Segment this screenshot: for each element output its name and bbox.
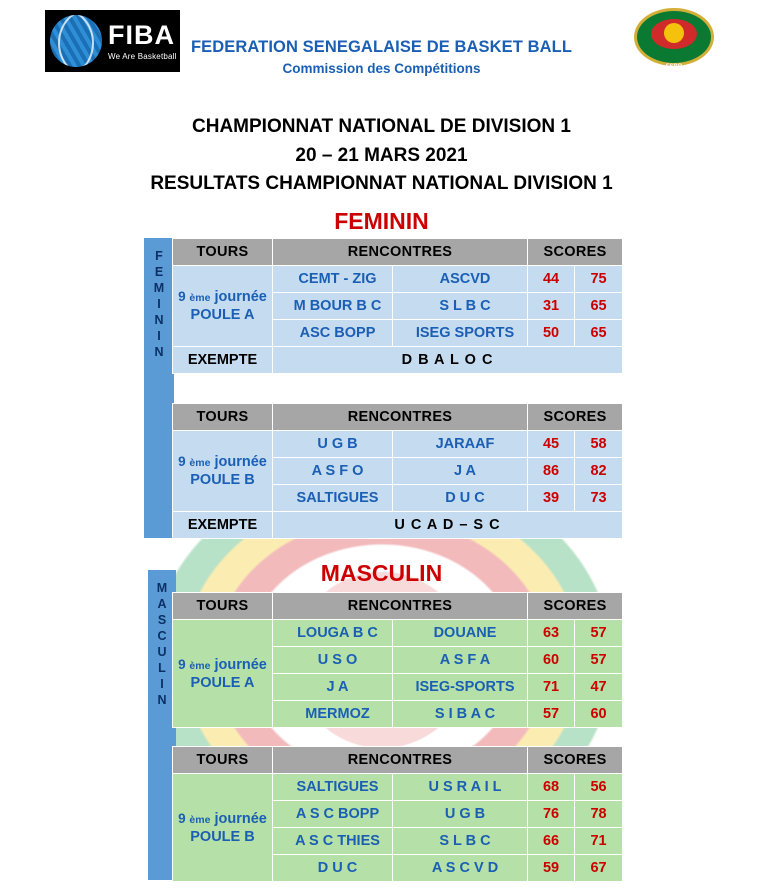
away-team: S L B C: [393, 293, 528, 320]
away-score: 73: [575, 485, 623, 512]
away-score: 60: [575, 701, 623, 728]
col-scores: SCORES: [528, 404, 623, 431]
home-team: CEMT - ZIG: [273, 266, 393, 293]
document-title-line3: RESULTATS CHAMPIONNAT NATIONAL DIVISION 1: [150, 173, 613, 194]
away-team: A S C V D: [393, 855, 528, 882]
away-team: A S F A: [393, 647, 528, 674]
tour-cell: 9 ème journée POULE A: [173, 620, 273, 728]
col-scores: SCORES: [528, 747, 623, 774]
table-header-row: [173, 593, 623, 620]
fiba-logo-tagline: We Are Basketball: [108, 51, 177, 61]
sidebar-label-masculin: M A S C U L I N: [148, 570, 176, 880]
away-score: 75: [575, 266, 623, 293]
exempt-label: EXEMPTE: [173, 347, 273, 374]
away-team: JARAAF: [393, 431, 528, 458]
tour-cell: 9 ème journée POULE A: [173, 266, 273, 347]
home-score: 68: [528, 774, 575, 801]
commission-name: Commission des Compétitions: [282, 61, 481, 76]
col-rencontres: RENCONTRES: [273, 239, 528, 266]
home-score: 71: [528, 674, 575, 701]
home-score: 39: [528, 485, 575, 512]
away-team: ISEG-SPORTS: [393, 674, 528, 701]
exempt-label: EXEMPTE: [173, 512, 273, 539]
away-team: ASCVD: [393, 266, 528, 293]
away-score: 57: [575, 620, 623, 647]
home-team: U G B: [273, 431, 393, 458]
home-score: 45: [528, 431, 575, 458]
home-score: 86: [528, 458, 575, 485]
results-table-masculin-poule-a: [172, 592, 623, 728]
away-team: S L B C: [393, 828, 528, 855]
away-team: ISEG SPORTS: [393, 320, 528, 347]
home-score: 44: [528, 266, 575, 293]
exempt-row: [173, 512, 623, 539]
away-team: DOUANE: [393, 620, 528, 647]
home-team: D U C: [273, 855, 393, 882]
home-team: A S C BOPP: [273, 801, 393, 828]
home-score: 50: [528, 320, 575, 347]
table-header-row: [173, 747, 623, 774]
table-header-row: [173, 404, 623, 431]
sidebar-label-feminin: F E M I N I N: [144, 238, 174, 538]
table-row: [173, 620, 623, 647]
away-team: S I B A C: [393, 701, 528, 728]
home-team: LOUGA B C: [273, 620, 393, 647]
tour-cell: 9 ème journée POULE B: [173, 774, 273, 882]
document-title-line2: 20 – 21 MARS 2021: [295, 145, 468, 166]
col-tours: TOURS: [173, 239, 273, 266]
exempt-team: D B A L O C: [273, 347, 623, 374]
home-score: 59: [528, 855, 575, 882]
away-score: 67: [575, 855, 623, 882]
section-title-masculin: MASCULIN: [320, 560, 443, 586]
col-tours: TOURS: [173, 593, 273, 620]
results-table-masculin-poule-b: [172, 746, 623, 882]
home-team: U S O: [273, 647, 393, 674]
away-score: 65: [575, 293, 623, 320]
home-team: SALTIGUES: [273, 774, 393, 801]
away-team: D U C: [393, 485, 528, 512]
col-rencontres: RENCONTRES: [273, 404, 528, 431]
exempt-team: U C A D – S C: [273, 512, 623, 539]
home-score: 66: [528, 828, 575, 855]
away-team: U G B: [393, 801, 528, 828]
home-team: A S C THIES: [273, 828, 393, 855]
col-tours: TOURS: [173, 404, 273, 431]
fsbb-logo-label: FSBB: [665, 64, 683, 70]
away-score: 78: [575, 801, 623, 828]
home-score: 31: [528, 293, 575, 320]
table-row: [173, 266, 623, 293]
home-team: SALTIGUES: [273, 485, 393, 512]
home-team: A S F O: [273, 458, 393, 485]
away-score: 58: [575, 431, 623, 458]
table-header-row: [173, 239, 623, 266]
away-score: 57: [575, 647, 623, 674]
home-team: J A: [273, 674, 393, 701]
home-team: ASC BOPP: [273, 320, 393, 347]
home-team: MERMOZ: [273, 701, 393, 728]
away-score: 56: [575, 774, 623, 801]
home-score: 63: [528, 620, 575, 647]
col-scores: SCORES: [528, 593, 623, 620]
home-team: M BOUR B C: [273, 293, 393, 320]
col-tours: TOURS: [173, 747, 273, 774]
away-score: 71: [575, 828, 623, 855]
section-title-feminin: FEMININ: [334, 208, 429, 234]
document-title-line1: CHAMPIONNAT NATIONAL DE DIVISION 1: [192, 116, 571, 137]
home-score: 60: [528, 647, 575, 674]
col-rencontres: RENCONTRES: [273, 593, 528, 620]
col-scores: SCORES: [528, 239, 623, 266]
fiba-logo-text: FIBA: [108, 19, 175, 50]
results-table-feminin-poule-a: [172, 238, 623, 374]
col-rencontres: RENCONTRES: [273, 747, 528, 774]
home-score: 57: [528, 701, 575, 728]
tour-cell: 9 ème journée POULE B: [173, 431, 273, 512]
away-score: 65: [575, 320, 623, 347]
away-team: J A: [393, 458, 528, 485]
away-score: 47: [575, 674, 623, 701]
table-row: [173, 774, 623, 801]
federation-name: FEDERATION SENEGALAISE DE BASKET BALL: [190, 38, 573, 56]
away-team: U S R A I L: [393, 774, 528, 801]
exempt-row: [173, 347, 623, 374]
fsbb-emblem-icon: [634, 8, 714, 66]
home-score: 76: [528, 801, 575, 828]
results-table-feminin-poule-b: [172, 403, 623, 539]
away-score: 82: [575, 458, 623, 485]
table-row: [173, 431, 623, 458]
